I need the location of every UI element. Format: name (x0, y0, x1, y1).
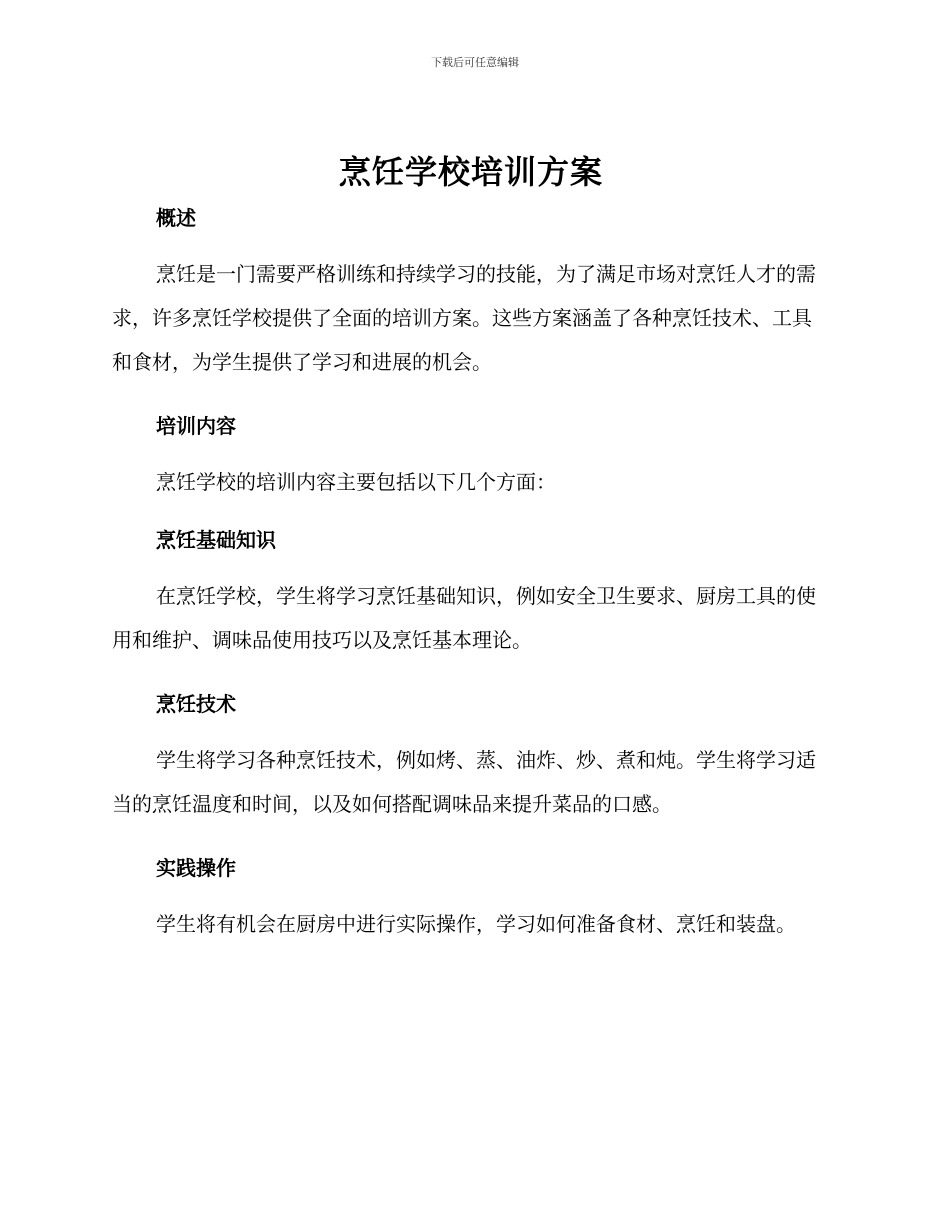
section-heading-overview: 概述 (156, 206, 196, 230)
section-heading-practical-operation: 实践操作 (156, 856, 236, 880)
section-paragraph-cooking-techniques: 学生将学习各种烹饪技术，例如烤、蒸、油炸、炒、煮和炖。学生将学习适当的烹饪温度和时间，以及如何搭配调味品来提升菜品的口感。 (112, 748, 816, 816)
document-title: 烹饪学校培训方案 (338, 153, 603, 191)
section-paragraph-practical-operation: 学生将有机会在厨房中进行实际操作，学习如何准备食材、烹饪和装盘。 (156, 912, 796, 936)
section-heading-cooking-techniques: 烹饪技术 (156, 692, 236, 716)
section-paragraph-overview: 烹饪是一门需要严格训练和持续学习的技能，为了满足市场对烹饪人才的需求，许多烹饪学校提供了全面的培训方案。这些方案涵盖了各种烹饪技术、工具和食材，为学生提供了学习和进展的机会。 (112, 262, 816, 374)
section-heading-training-content: 培训内容 (156, 414, 236, 438)
section-paragraph-training-content: 烹饪学校的培训内容主要包括以下几个方面： (156, 470, 556, 494)
document-body (112, 146, 830, 946)
section-heading-cooking-basics: 烹饪基础知识 (156, 528, 276, 552)
header-note: 下载后可任意编辑 (431, 56, 519, 69)
section-paragraph-cooking-basics: 在烹饪学校，学生将学习烹饪基础知识，例如安全卫生要求、厨房工具的使用和维护、调味品使用技巧以及烹饪基本理论。 (112, 584, 816, 652)
